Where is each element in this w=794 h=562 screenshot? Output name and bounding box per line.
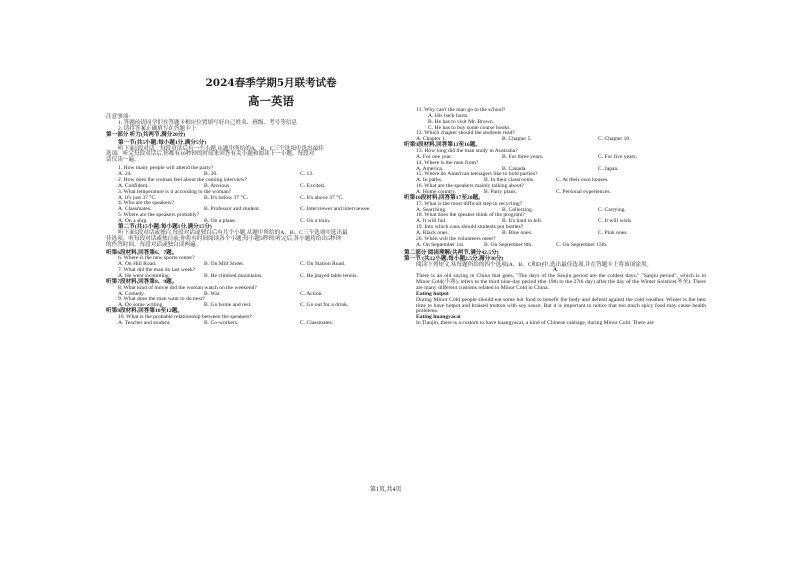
answer-option: B. He climbed mountains. bbox=[204, 272, 263, 279]
page-indicator: 第1页,共4页 bbox=[370, 487, 402, 493]
answer-option: A. Confident. bbox=[118, 182, 149, 189]
question-text: 11. Why can't the man go to the school? bbox=[416, 107, 506, 113]
question-text: 7. What did the man do last week? bbox=[118, 267, 196, 274]
answer-option: A. Teacher and student. bbox=[118, 319, 171, 326]
question-text: 19. Into which cans should students put bottles? bbox=[416, 224, 524, 231]
audio-group-heading: 听第9段材料,回答第13至16题。 bbox=[404, 142, 481, 149]
answer-option: B. Blue ones. bbox=[502, 230, 533, 237]
section2-instructions: 听下面5段对话或独白,每段对话或独白后有几个小题,从题中所给的A、B、C三个选项中选出最 bbox=[118, 229, 348, 236]
answer-option: A. On September 1st. bbox=[416, 241, 465, 248]
question-text: 18. What does the speaker think of the program? bbox=[416, 212, 525, 219]
right-column bbox=[404, 108, 706, 327]
section2-instructions: 的作答时间。每段对话或独白读两遍。 bbox=[106, 241, 202, 248]
answer-option: C. Pink ones. bbox=[598, 230, 628, 237]
answer-option: C. Chapter 10. bbox=[598, 136, 631, 143]
notice-item: 2. 请将答案正确填写在答题卡上 bbox=[118, 125, 197, 132]
answer-option: A. For one year. bbox=[416, 153, 453, 160]
part2-heading: 第二部分 阅读理解(共两节,满分42.5分) bbox=[404, 249, 499, 256]
section2-instructions: 佳选项。听每段对话或独白前,你将有时间阅读各个小题,每小题5秒钟;听完后,各小题将给出5秒钟 bbox=[106, 235, 342, 242]
answer-option: B. War. bbox=[204, 290, 221, 297]
question-list bbox=[106, 166, 396, 225]
answer-option: B. Collecting. bbox=[502, 206, 534, 213]
answer-option: A. Chapter 1. bbox=[416, 136, 447, 143]
answer-option: C. Interviewer and interviewee. bbox=[300, 206, 371, 213]
question-text: 14. Where is the man from? bbox=[416, 159, 479, 166]
answer-option: A. His back hurts. bbox=[428, 112, 469, 119]
answer-option: C. It's above 37 °C. bbox=[300, 194, 344, 201]
answer-option: B. Chapter 5. bbox=[502, 136, 532, 143]
exam-title: 2024春季学期5月联考试卷 bbox=[205, 77, 337, 89]
answer-option: C. On Station Road. bbox=[300, 261, 346, 268]
answer-option: C. On a train. bbox=[300, 218, 331, 225]
audio-group-heading: 听第7段材料,回答第8、9题。 bbox=[106, 278, 178, 285]
answer-option: B. On a plane. bbox=[204, 218, 237, 225]
answer-option: A. Comedy. bbox=[118, 290, 145, 297]
answer-option: B. Party plans. bbox=[484, 189, 517, 196]
question-list bbox=[404, 108, 706, 249]
answer-option: B. It's hard to tell. bbox=[502, 218, 543, 225]
audio-group-heading: 听第10段材料,回答第17至20题。 bbox=[404, 194, 484, 201]
audio-group-heading: 听第6段材料,回答第6、7题。 bbox=[106, 249, 178, 256]
answer-option: C. It will work. bbox=[598, 218, 633, 225]
answer-option: A. Black ones. bbox=[416, 230, 449, 237]
answer-option: C. Carrying. bbox=[598, 206, 626, 213]
answer-option: C. 12. bbox=[300, 171, 314, 178]
section1-instructions: 选项。听完每段对话后,你都有10秒钟的时间来回答有关小题和阅读下一小题。每段对 bbox=[106, 151, 315, 158]
answer-option: B. For three years. bbox=[502, 153, 544, 160]
question-text: 5. Where are the speakers probably? bbox=[118, 212, 200, 219]
answer-option: C. Classmates. bbox=[300, 319, 334, 326]
passage-paragraph: In Tianjin, there is a custom to have huangyacai, a kind of Chinese cabbage, during Minor Cold. There are bbox=[416, 320, 654, 327]
answer-option: C. Action. bbox=[300, 290, 323, 297]
answer-option: A. Classmates. bbox=[118, 206, 152, 213]
part1-heading: 第一部分 听力(共两节,满分20分) bbox=[106, 131, 186, 138]
passage-paragraph: There is an old saying in China that goes, "The days of the Sanjiu period are the coldest days." "Sanjiu period", which is in Minor Cold(小寒), refers to the third nine-day period (the 19th to the 27th day) after the day of the Winter Solstice(冬至). There are many different customs related to Minor Cold in China. bbox=[416, 273, 706, 291]
notice-item: 1. 答题前请同学们在答题卡相应位置填写好自己姓名、班级、考号等信息 bbox=[118, 119, 298, 126]
section2-heading: 第二节(共15小题;每小题1分,满分15分) bbox=[118, 223, 212, 230]
section1-instructions: 听下面5段对话。每段对话后有一个小题,从题中所给的A、B、C三个选项中选出最佳 bbox=[118, 145, 324, 152]
section1-instructions: 话仅读一遍。 bbox=[106, 157, 140, 164]
subject-title: 高一英语 bbox=[248, 94, 294, 109]
notice-label: 注意事项: bbox=[106, 114, 130, 121]
answer-option: A. It's just 37 °C. bbox=[118, 194, 157, 201]
question-text: 16. What are the speakers mainly talking about? bbox=[416, 183, 524, 190]
question-text: 12. Which chapter should the students read? bbox=[416, 130, 515, 137]
answer-option: B. Professor and student. bbox=[204, 206, 261, 213]
question-text: 3. What temperature is it according to the woman? bbox=[118, 188, 232, 195]
answer-option: A. He went swimming. bbox=[118, 272, 171, 279]
passage-subheading: Eating hotpot bbox=[416, 290, 449, 297]
answer-option: C. At their own houses. bbox=[556, 177, 609, 184]
section1-heading: 第一节(共5小题;每小题1分,满分5分) bbox=[118, 139, 207, 146]
passage-label: A bbox=[552, 267, 558, 274]
left-column bbox=[106, 78, 396, 327]
answer-option: C. Excited. bbox=[300, 182, 326, 189]
question-text: 9. What does the man want to do next? bbox=[118, 296, 206, 303]
reading-section1-heading: 第一节 (共12小题;每小题2.5分,满分30分) bbox=[404, 255, 504, 262]
question-text: 2. How does the woman feel about the coming interview? bbox=[118, 177, 248, 184]
question-text: 15. Where do American teenagers like to hold parties? bbox=[416, 171, 538, 178]
answer-option: C. He played table tennis. bbox=[300, 272, 358, 279]
answer-option: B. On Mill Street. bbox=[204, 261, 245, 268]
answer-option: B. He has to visit Mr. Brown. bbox=[428, 118, 495, 125]
passage-paragraph: During Minor Cold people should eat some hot food to benefit the body and defend against the cold weather. Winter is the best time to have hotpot and braised mutton with soy sauce. But it is important to notice that too much spicy food may cause health problems. bbox=[416, 296, 706, 315]
answer-options-row bbox=[106, 321, 396, 327]
answer-option: B. Co-workers. bbox=[204, 319, 239, 326]
passage-subheading: Eating huangyacai bbox=[416, 314, 461, 321]
answer-option: A. Do some writing. bbox=[118, 302, 164, 309]
answer-option: A. America. bbox=[416, 165, 444, 172]
answer-option: B. On September 8th. bbox=[484, 241, 533, 248]
answer-option: C. On September 15th. bbox=[556, 241, 608, 248]
question-list bbox=[106, 251, 396, 327]
question-text: 10. What is the probable relationship between the speakers? bbox=[118, 314, 252, 320]
question-text: 13. How long did the man study in Australia? bbox=[416, 148, 518, 155]
question-text: 4. Who are the speakers? bbox=[118, 200, 174, 207]
question-text: 6. Where is the new sports center? bbox=[118, 255, 195, 262]
question-text: 17. What is the most difficult step in recycling? bbox=[416, 200, 523, 207]
answer-option: A. On a ship. bbox=[118, 218, 148, 225]
answer-option: A. Home country. bbox=[416, 189, 457, 196]
question-text: 20. When will the volunteers meet? bbox=[416, 235, 496, 242]
answer-option: B. 20. bbox=[204, 171, 218, 178]
answer-option: B. Anxious. bbox=[204, 182, 231, 189]
answer-option: B. Canada. bbox=[502, 165, 527, 172]
audio-group-heading: 听第8段材料,回答第10至12题。 bbox=[106, 308, 183, 315]
answer-option: A. In parks. bbox=[416, 177, 443, 184]
answer-option: B. It's below 37 °C. bbox=[204, 194, 248, 201]
answer-option: C. He has to buy some course books. bbox=[428, 124, 511, 131]
answer-option: C. Japan. bbox=[598, 165, 619, 172]
question-text: 1. How many people will attend the party? bbox=[118, 165, 214, 172]
answer-option: C. Go out for a drink. bbox=[300, 302, 349, 309]
answer-option: C. Personal experiences. bbox=[556, 189, 611, 196]
answer-option: A. 24. bbox=[118, 171, 132, 178]
answer-option: C. For five years. bbox=[598, 153, 637, 160]
answer-option: A. On Hill Road. bbox=[118, 261, 157, 268]
answer-option: B. Go home and rest. bbox=[204, 302, 252, 309]
answer-option: A. Searching. bbox=[416, 206, 447, 213]
answer-option: A. It will fail. bbox=[416, 218, 447, 225]
answer-option: B. In their classrooms. bbox=[484, 177, 535, 184]
reading-instructions: 阅读下列短文,从每题所给的四个选项(A、B、C和D)中,选出最佳选项,并在答题卡上将该项涂黑。 bbox=[416, 261, 653, 268]
question-text: 8. What kind of movie did the woman watch on the weekend? bbox=[118, 284, 257, 291]
